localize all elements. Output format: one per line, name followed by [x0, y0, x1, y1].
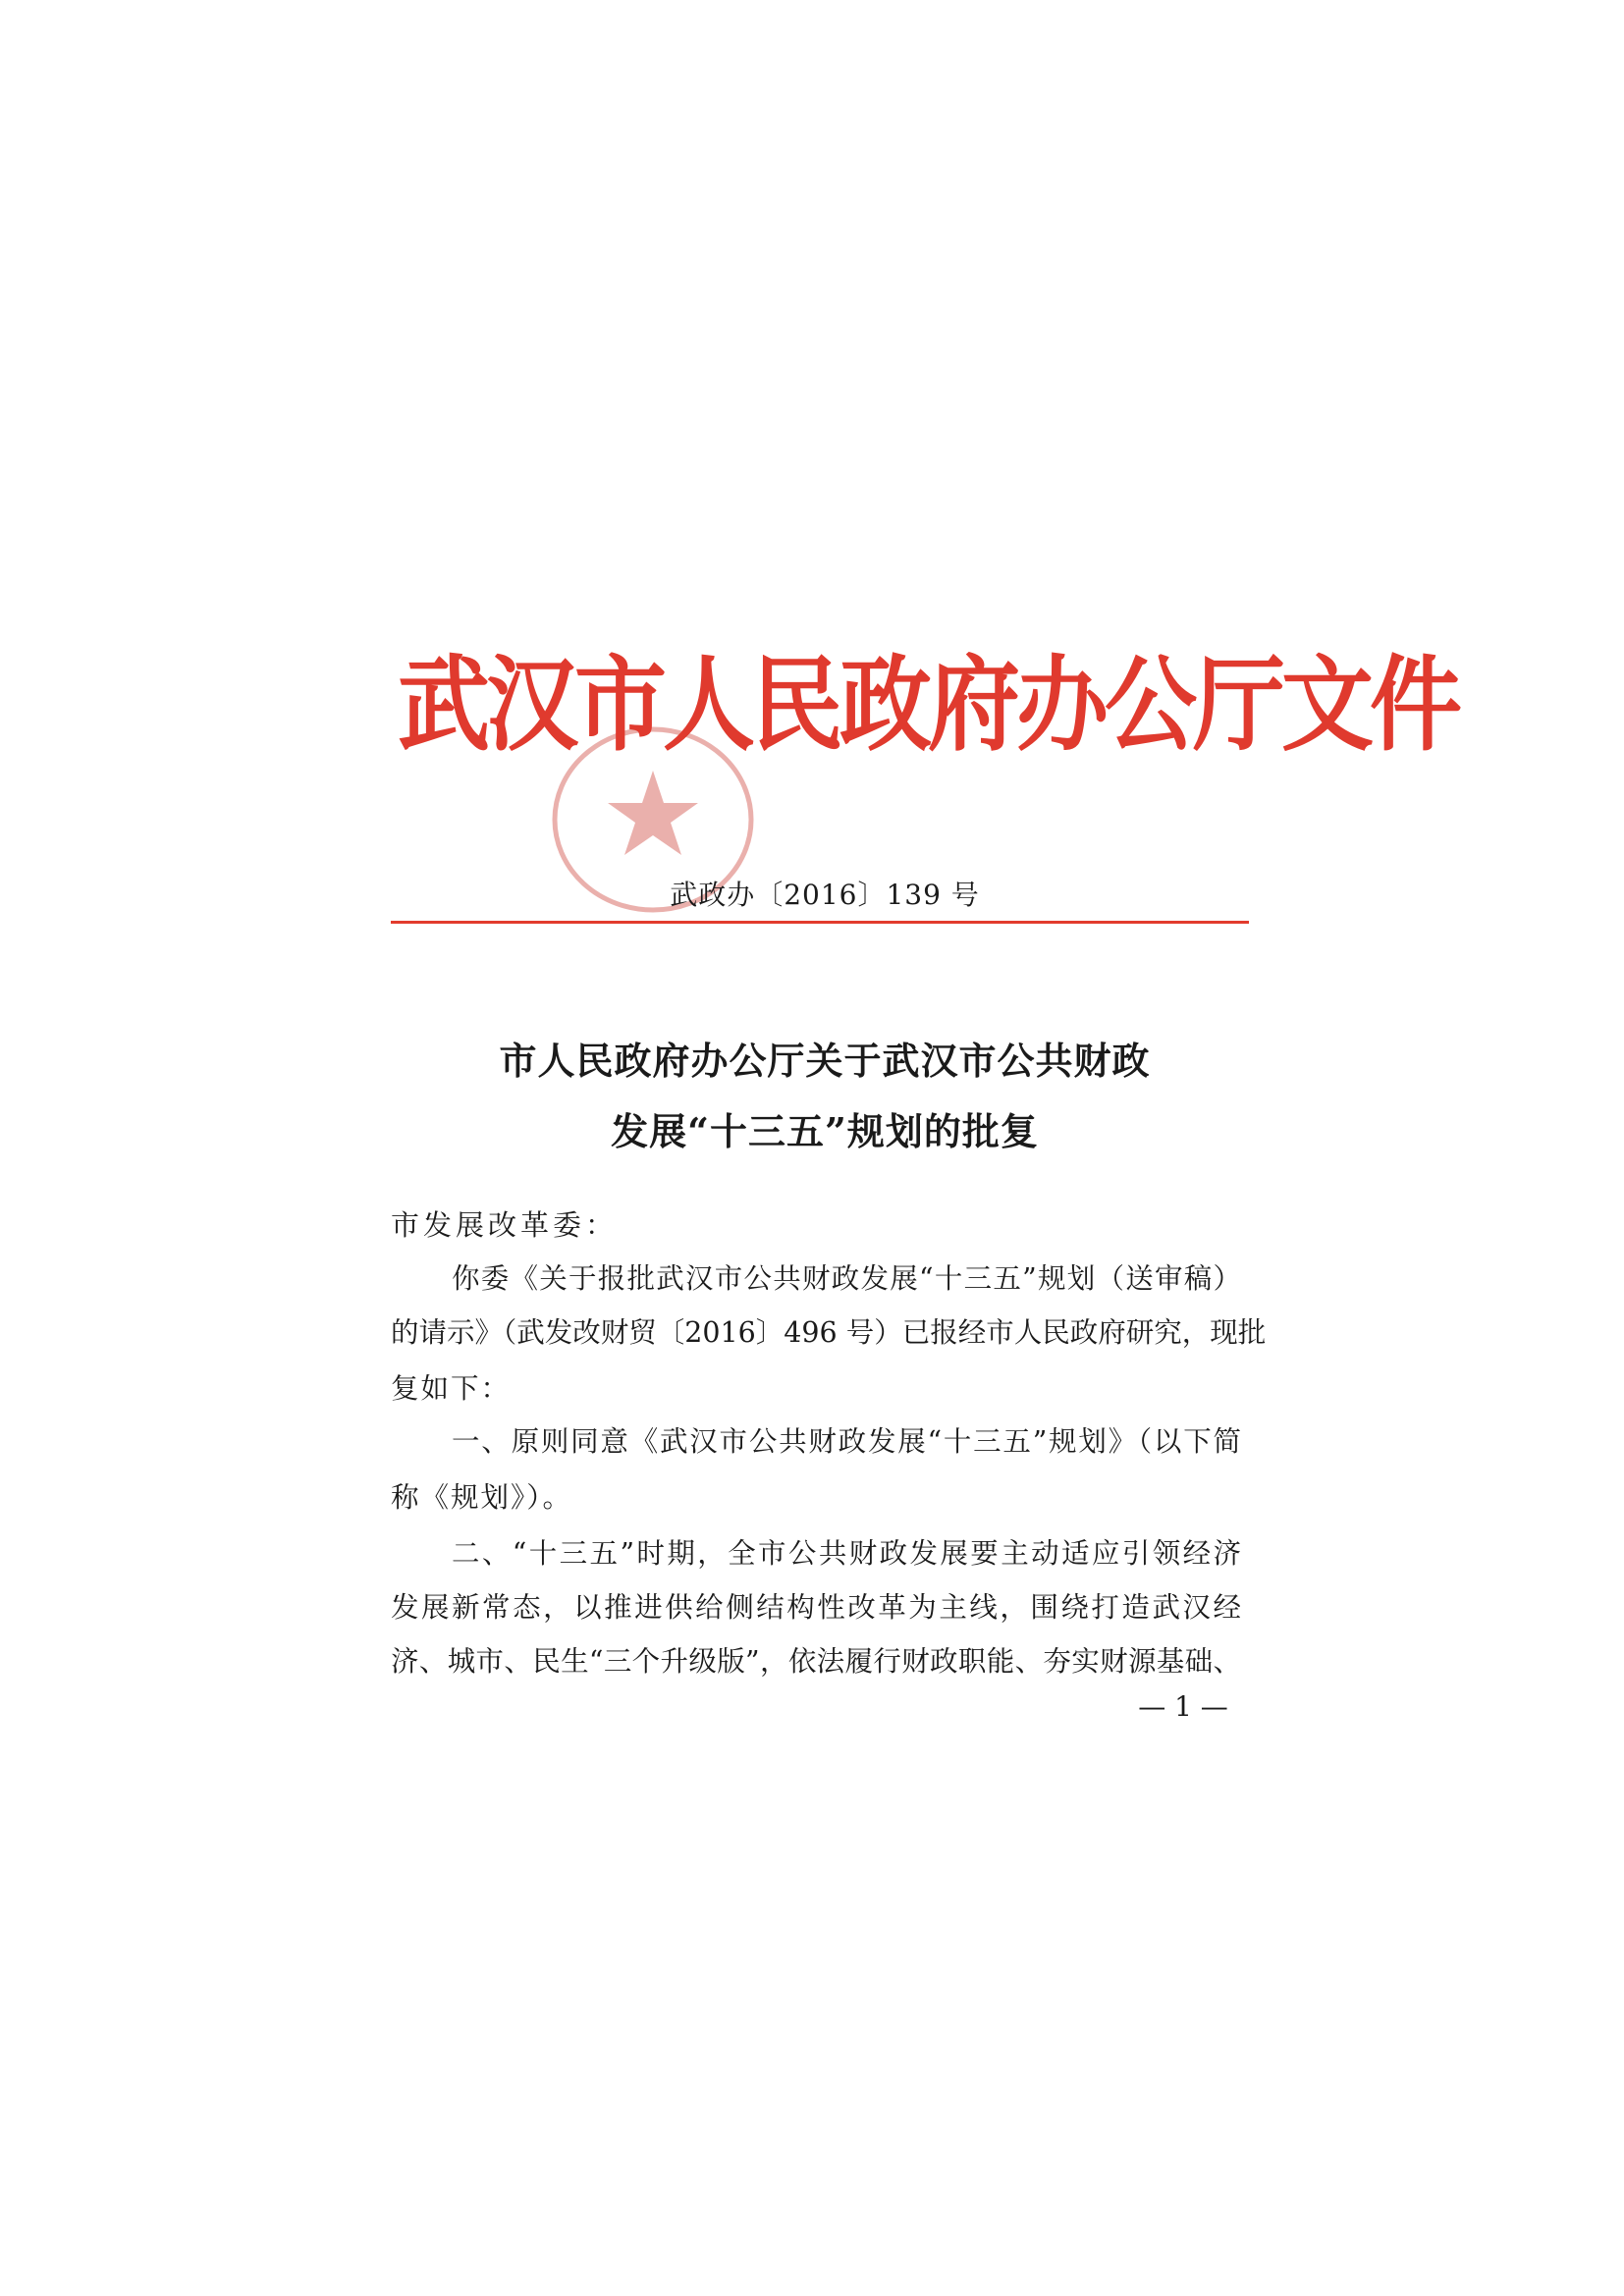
document-number: 武政办〔2016〕139 号: [670, 879, 980, 911]
body-line: 称《规划》）。: [391, 1481, 573, 1514]
body-line: 的请示》（武发改财贸〔2016〕496 号）已报经市人民政府研究，现批: [391, 1316, 1267, 1349]
body-line: 发展新常态，以推进供给侧结构性改革为主线，围绕打造武汉经: [391, 1591, 1241, 1624]
page-number: — 1 —: [1138, 1690, 1228, 1723]
document-title-line-2: 发展“十三五”规划的批复: [611, 1109, 1039, 1153]
red-separator-line: [391, 921, 1249, 924]
body-line: 一、原则同意《武汉市公共财政发展“十三五”规划》（以下简: [452, 1425, 1241, 1458]
issuer-header-title: 武汉市人民政府办公厅文件: [398, 646, 1459, 767]
body-line: 你委《关于报批武汉市公共财政发展“十三五”规划（送审稿）: [452, 1262, 1241, 1295]
addressee: 市发展改革委：: [391, 1208, 619, 1242]
body-line: 二、“十三五”时期，全市公共财政发展要主动适应引领经济: [452, 1537, 1241, 1570]
body-line: 济、城市、民生“三个升级版”，依法履行财政职能、夯实财源基础、: [391, 1645, 1241, 1678]
body-line: 复如下：: [391, 1372, 512, 1405]
document-title-line-1: 市人民政府办公厅关于武汉市公共财政: [499, 1039, 1151, 1083]
